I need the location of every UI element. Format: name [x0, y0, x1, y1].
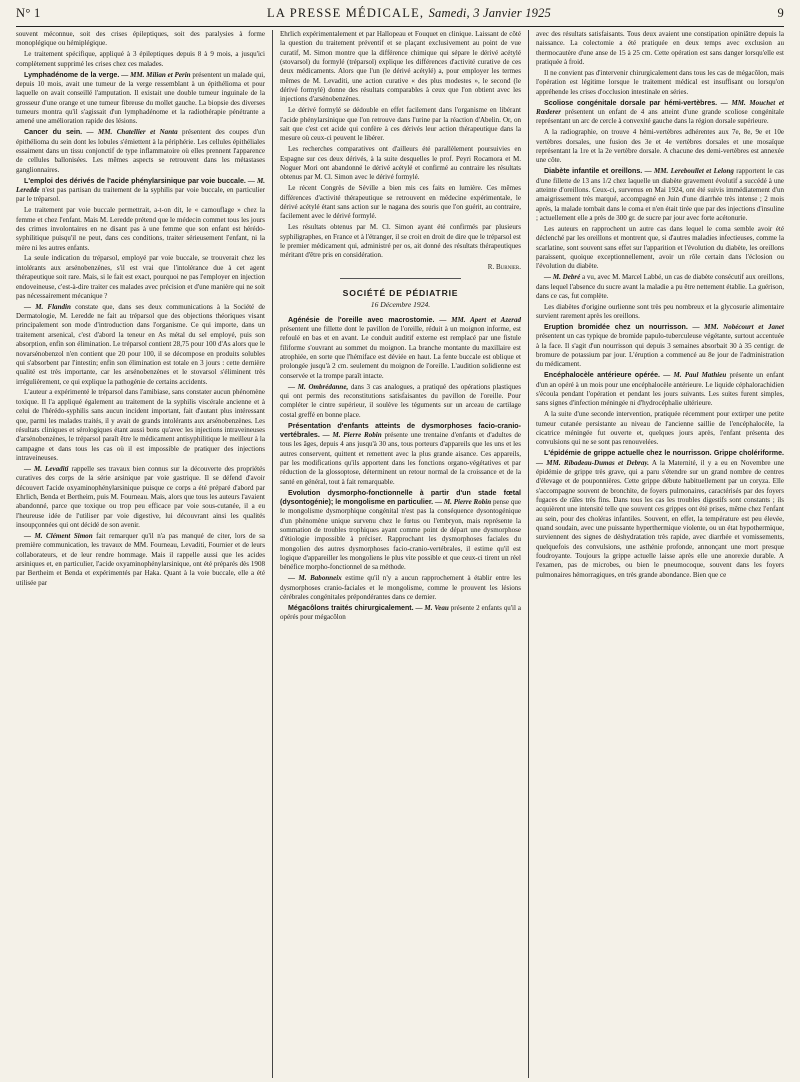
article-text: pense que le mongolisme dysmorphique congénital n'est pas la conséquence dysontogénique d'un phénomène unique survenu chez le fœtus ou l'embryon, mais représente la sommation de troubles trophiques ayant comme point de départ une dysmorphose d'étiologie impossible à préciser. Rapprochant les dysmorphoses faciales du mongolien des autres dysmorphoses facio-cranio-vertébrales, il estime qu'il est logique d'appareiller les mongoliens le plus vite possible et que ceux-ci tirent un réel bénéfice morpho-fonctionnel de sa méthode. [280, 497, 522, 572]
article-title: L'épidémie de grippe actuelle chez le nourrisson. Grippe cholériforme. [544, 449, 784, 458]
divider [340, 278, 461, 279]
article-text: présente 2 enfants qu'il a opérés pour mégacôlon [280, 603, 521, 622]
paragraph: Les diabètes d'origine ourlienne sont très peu nombreux et la glycosurie alimentaire survient rarement après les oreillons. [536, 302, 784, 321]
paragraph: Le dérivé formylé se dédouble en effet facilement dans l'organisme en libérant l'acide phénylarsinique que l'on retrouve dans l'urine par la réaction d'Abelin. Or, on sait que c'est cet acide qui confère à ces dérivés leur action thérapeutique dans la mesure où ceux-ci peuvent le libérer. [280, 106, 521, 143]
section-heading: SOCIÉTÉ DE PÉDIATRIE [342, 287, 459, 298]
paragraph: Les recherches comparatives ont d'ailleurs été parallèlement poursuivies en Espagne sur ces deux dérivés, à la suite desquelles le prof. Peyri Rocamora et M. Noguer Mori ont abandonné le dérivé acétylé et confirmé au contraire les résultats obtenus par M. Cl. Simon avec le dérivé formylé. [280, 145, 521, 182]
article-acide-phenylarsinique [16, 177, 265, 205]
author-signature: R. Burnier. [487, 262, 521, 271]
article-title: Encéphalocèle antérieure opérée. [544, 371, 661, 380]
article-authors: — MM. Milian et Perin [121, 70, 191, 79]
article-title: Eruption bromidée chez un nourrisson. [544, 323, 688, 332]
article-authors: — M. Pierre Robin [322, 430, 382, 439]
article-text: A la Maternité, il y a eu en Novembre une épidémie de grippe très grave, qui a paru s'étendre sur un grand nombre de centres d'élevage et de pouponnières. Cette grippe débute habituellement par un coryza. Elle s'accompagne souvent de bronchite, de foyers pulmonaires, caractérisés par des foyers fugaces de râles très fins. Dans tous les cas les troubles digestifs sont constants ; ils acquièrent une intensité telle que souvent ces grippes ont été prises, même chez l'enfant au sein, pour des choléras infantiles. Souvent, en effet, la température est peu élevée, quand soudain, avec une puissante hyperthermique violente, ou un état hypothermique, surviennent des signes de déshydratation très rapide, avec diarrhée et vomissements, quelquefois des convulsions, une asthénie profonde, annonçant une mort presque foudroyante. Toujours la grippe actuelle laisse après elle une anorexie durable. A l'examen, pas de microbes, ou bien le pneumocoque, souvent dans les foyers pulmonaires hémorragiques, en très grande abondance. Bien que ce [536, 458, 784, 579]
speaker: — M. Ombrédanne, [288, 382, 349, 391]
journal-title-line [267, 6, 551, 21]
article-text: présente une trentaine d'enfants et d'adultes de tous les âges, depuis 4 ans jusqu'à 30 ans, tous porteurs d'appareils que les uns et les autres conservent, quittent et remettent avec la plus grande aisance. Ces appareils, par les modifications qu'ils apportent dans les fonctions organo-végétatives et par réduction de la glossoptose, déterminent un retour normal de la croissance et de la santé en général, tout à fait remarquable. [280, 430, 522, 486]
article-title: L'emploi des dérivés de l'acide phénylarsinique par voie buccale. [24, 176, 246, 185]
paragraph: Le traitement spécifique, appliqué à 3 épileptiques depuis 8 à 9 mois, a jusqu'ici complètement supprimé les crises chez ces malades. [16, 50, 265, 68]
paragraph: La seule indication du tréparsol, employé par voie buccale, se trouverait chez les intolérants aux arsénobenzènes, s'il est vrai que l'intolérance due à cet agent thérapeutique soit rare. Mais, si le fait est exact, pourquoi ne pas l'employer en injection endoveineuse, c'est-à-dire traiter ces malades avec précision et d'une manière qui ne soit pas nécessairement mécanique ? [16, 254, 265, 300]
paragraph-flandin [16, 303, 265, 387]
article-text: présente un enfant d'un an opéré à un mois pour une encéphalocèle antérieure. Le liquide céphalorachidien s'écoula pendant l'opération et pendant les jours suivants. Les suites furent simples, sans signes d'infection méningée ni d'hydrocéphalie ultérieure. [536, 371, 784, 408]
article-eruption-bromidee [536, 323, 784, 370]
article-encephalocele [536, 371, 784, 408]
text-columns [16, 30, 784, 1078]
paragraph-text: fait remarquer qu'il n'a pas manqué de citer, lors de sa première communication, les travaux de MM. Fourneau, Levaditi, Fournier et de leurs collaborateurs, et de leur rendre hommage. Mais il rappelle aussi que les acides arsiniques et, en particulier, l'acide oxyaminophénylarsinique, ont été préparés dès 1908 par Bertheim et Benda et expérimentés par Haka. Quant à la voie buccale, elle a été utilisée par [16, 531, 266, 587]
column-2 [272, 30, 528, 1078]
article-diabete-oreillons [536, 167, 784, 223]
article-agenesie-oreille [280, 316, 521, 381]
paragraph-text: dans 3 cas analogues, a pratiqué des opérations plastiques qui ont permis des reconstitutions satisfaisantes du pavillon de l'oreille. Pour compléter le cintre supérieur, il soulève les téguments sur un arceau de cartilage costal greffé en bonne place. [280, 382, 521, 419]
paragraph: Le traitement par voie buccale permettrait, a-t-on dit, le « camouflage » chez la femme et chez l'enfant. Mais M. Leredde prétend que le médecin commet tous les jours des crimes involontaires en ne disant pas à une femme que son enfant est hérédo-syphilitique puisqu'il ne peut, dans ces conditions, traiter sérieusement l'enfant, ni la mère ni les autres enfants. [16, 206, 265, 252]
section-date: 16 Décembre 1924. [370, 300, 431, 310]
article-authors: — M. Leredde [16, 176, 265, 194]
article-text: présentent une fillette dont le pavillon de l'oreille, réduit à un moignon informe, est refoulé en bas et en avant. Le conduit auditif externe est remplacé par une fistule filiforme s'ouvrant au sommet du moignon. La branche montante du maxillaire est atrophiée, en sorte que l'hémiface est déviée en haut. La fente buccale est oblique et prolongée jusqu'à 2 cm. seulement du moignon de l'oreille. L'audition solidienne est conservée et la trompe paraît intacte. [280, 325, 521, 380]
paragraph-debre [536, 273, 784, 301]
article-text: n'est pas partisan du traitement de la syphilis par voie buccale, en particulier par le tréparsol. [16, 185, 265, 204]
article-title: Diabète infantile et oreillons. [544, 167, 643, 176]
article-cancer-sein [16, 128, 265, 175]
speaker: — M. Levaditi [24, 464, 69, 473]
speaker: — M. Clément Simon [24, 531, 93, 540]
column-1 [16, 30, 272, 1078]
article-text: présentent un enfant de 4 ans atteint d'une grande scoliose congénitale représentant un arc de cercle à convexité gauche dans la région dorsale supérieure. [536, 107, 784, 126]
article-authors: — MM. Apert et Azerad [439, 315, 521, 324]
paragraph-clement-simon [16, 532, 265, 588]
article-text: présentent des coupes d'un épithélioma du sein dont les lobules s'émiettent à la périphérie. Les cellules épithéliales essaiment dans un tissu conjonctif de type inflammatoire où elles prennent l'apparence de cellules ballonisées. Les mêmes aspects se retrouvent dans les métastases ganglionnaires. [16, 128, 266, 174]
paragraph-text: rappelle ses travaux bien connus sur la découverte des propriétés curatives des corps de la série arsinique par voie gastrique. Il se défend d'avoir découvert l'acide oxyaminophénylarsinique puisque ce corps a été préparé d'abord par Ehrlich, Benda et Bertheim, puis M. Fourneau. Mais, alors que tous les auteurs l'avaient abandonné, parce que toxique ou trop peu efficace par voie sous-cutanée, il a eu l'heureuse idée de l'utiliser par voie digestive, lui découvrant ainsi les qualités insoupçonnées qui ont décidé de son avenir. [16, 464, 265, 529]
article-authors: — M. Paul Mathieu [663, 371, 727, 380]
article-title: Mégacôlons traités chirurgicalement. [288, 603, 414, 612]
paragraph-ombredanne [280, 383, 521, 420]
article-lymphadenome [16, 71, 265, 127]
paragraph-levaditi [16, 465, 265, 530]
article-text: présentent un cas typique de bromide papulo-tuberculeuse végétante, surtout accentuée à la face. Il s'agit d'un nourrisson qui depuis 3 semaines absorbait 30 à 35 centigr. de bromure de potassium par jour. L'éruption a commencé au 8e jour de l'administration du médicament. [536, 332, 784, 369]
article-title: Evolution dysmorpho-fonctionnelle à partir d'un stade fœtal (dysontogénie); le mongolisme en particulier. [280, 488, 521, 506]
paragraph: Il ne convient pas d'intervenir chirurgicalement dans tous les cas de mégacôlon, mais l'opération est légitime lorsque le traitement médical est insuffisant ou lorsqu'on appréhende les crises d'occlusion intestinale en séries. [536, 68, 784, 96]
article-mongolisme [280, 489, 521, 573]
paragraph: Les auteurs en rapprochent un autre cas dans lequel le coma semble avoir été déclenché par les oreillons et montrent que, si d'autres maladies infectieuses, comme la scarlatine, sont souvent sans effet sur l'apparition et l'évolution du diabète, les oreillons paraissent, quoique exceptionnellement, avoir un rôle certain dans l'éclosion ou l'évolution du diabète. [536, 224, 784, 271]
article-dysmorphoses [280, 422, 521, 487]
article-megacolons [280, 604, 521, 623]
article-grippe [536, 449, 784, 580]
paragraph: Les résultats obtenus par M. Cl. Simon ayant été confirmés par plusieurs syphiligraphes, en France et à l'étranger, il se croit en droit de dire que le tréparsol est le premier médicament qui, administré per os, ait donné des résultats thérapeutiques méritant d'être pris en considération. [280, 223, 521, 260]
paragraph: A la suite d'une seconde intervention, pratiquée récemment pour extirper une petite tumeur cutanée persistante au niveau de l'ancienne saillie de l'encéphalocèle, la cicatrice méningée fut ouverte et, quelques jours après, l'enfant présenta des convulsions qui ne se sont pas renouvelées. [536, 410, 784, 447]
article-authors: — MM. Mouchet et Rœderer [536, 98, 784, 116]
article-authors: — M. Pierre Robin [434, 497, 492, 506]
issue-number: N° 1 [16, 6, 41, 20]
column-3 [528, 30, 784, 1078]
speaker: — M. Babonneix [288, 574, 342, 583]
article-scoliose [536, 99, 784, 127]
paragraph: souvent méconnue, soit des crises épileptiques, soit des paralysies à forme monoplégique ou hémiplégique. [16, 30, 265, 48]
paragraph-babonneix [280, 574, 521, 602]
paragraph: A la radiographie, on trouve 4 hémi-vertèbres adhérentes aux 7e, 8e, 9e et 10e vertèbres dorsales, une fusion des 3e et 4e vertèbres dorsales et une mosaïque représentant la 1re et la 2e vertèbre dorsale. A chacune des demi-vertèbres est annexée une côte. [536, 128, 784, 165]
article-text: rapportent le cas d'une fillette de 13 ans 1/2 chez laquelle un diabète gravement évolutif a succédé à une atteinte d'oreillons. Ceux-ci, survenus en Mai 1924, ont été suivis immédiatement d'un amaigrissement très marqué, accompagné en Juin d'une diarrhée très intense ; 2 mois après, la malade tombait dans le coma et n'en était tirée que par des injections d'insuline ; actuellement elle a près de 300 gr. de sucre par jour avec forte acétonurie. [536, 167, 784, 222]
page-number: 9 [777, 6, 784, 20]
article-title: Cancer du sein. [24, 128, 83, 137]
article-authors: — MM. Chatellier et Nanta [86, 128, 178, 137]
paragraph: Ehrlich expérimentalement et par Hallopeau et Fouquet en clinique. Laissant de côté la question du traitement préventif et se plaçant exclusivement au point de vue curatif, M. Simon montre que la différence chimique qui sépare le dérivé acétylé (stovarsol) du formylé (tréparsol) explique les différences d'activité curative de ces deux médicaments. Alors que l'un (le dérivé acétylé) a, pour employer les termes mêmes de M. Levaditi, une action curative « des plus modestes », le second (le dérivé formylé) donne des résultats comparables à ceux que l'on obtient avec les injections d'arsénobenzènes. [280, 30, 521, 104]
article-title: Lymphadénome de la verge. [24, 70, 120, 79]
paragraph-text: constate que, dans ses deux communications à la Société de Dermatologie, M. Leredde ne fait au tréparsol que des objections théoriques visant principalement son mode d'introduction dans l'organisme. Ce qui importe, dans un traitement arsenical, c'est d'abord la teneur en As métal du sel employé, puis son absorption, enfin son élimination. Le tréparsol contient 28,75 pour 100 d'As alors que le novarsénobenzol n'en contient que 20 pour 100, il se décompose en produits solubles qui s'absorbent par l'intestin; enfin son élimination est totale en 3 jours : cette dernière qualité est très importante, car les arsénobenzènes et le stovarsol s'éliminent très irrégulièrement, ce qui explique la pathogénie de certains accidents. [16, 302, 265, 386]
article-title: Agénésie de l'oreille avec macrostomie. [288, 315, 435, 324]
paragraph-text: a vu, avec M. Marcel Labbé, un cas de diabète consécutif aux oreillons, dans lequel l'absence du sucre avant la maladie a pu être nettement établie. La guérison, dans ce cas, fut complète. [536, 273, 784, 300]
speaker: — M. Debré [544, 273, 581, 282]
article-authors: — MM. Nobécourt et Janet [692, 323, 784, 332]
issue-date: Samedi, 3 Janvier 1925 [428, 6, 551, 20]
paragraph-text: estime qu'il n'y a aucun rapprochement à établir entre les dysmorphoses cranio-faciales et le mongolisme, comme le prouvent les lésions cérébrales congénitales prépondérantes dans ce dernier. [280, 574, 521, 601]
running-head [16, 6, 784, 27]
article-title: Scoliose congénitale dorsale par hémi-vertèbres. [544, 98, 718, 107]
paragraph: Le récent Congrès de Séville a bien mis ces faits en lumière. Ces mêmes différences d'activité thérapeutique se retrouvent en médecine expérimentale, le dérivé acétylé étant sans action sur le nagana des souris que l'on guérit, au contraire, facilement avec le dérivé formylé. [280, 184, 521, 221]
article-text: présentent un malade qui, depuis 10 mois, avait une tumeur de la verge ressemblant à un épithélioma et pour laquelle on avait conseillé l'amputation. Il existait une double tumeur inguinale de la grosseur d'une orange et une tumeur fibreuse du mollet gauche. La biopsie des diverses tumeurs montra qu'il s'agissait d'un lymphadénome et la radiothérapie pénétrante a amené une amélioration rapide des lésions. [16, 70, 266, 126]
journal-title: LA PRESSE MÉDICALE, [267, 6, 425, 20]
article-authors: — M. Veau [415, 603, 449, 612]
article-authors: — MM. Lereboullet et Lelong [644, 167, 734, 176]
paragraph: L'auteur a expérimenté le tréparsol dans l'amibiase, sans constater aucun phénomène toxique. Il l'a appliqué également au traitement de la syphilis viscérale ancienne et à celui de l'hérédo-syphilis sans aucun incident important, fait d'autant plus intéressant que, parmi les malades traités, il y avait de grands intolérants aux arsénobenzènes. Les résultats cliniques et sérologiques étant aussi bons qu'avec les injections intraveineuses d'arsénobenzènes, le tréparsol paraît être le médicament antisyphilitique le meilleur à la campagne et dans tous les cas où il est impossible de pratiquer des injections intraveineuses. [16, 388, 265, 462]
speaker: — M. Flandin [24, 302, 71, 311]
article-authors: — MM. Ribadeau-Dumas et Debray. [536, 458, 650, 467]
article-title: Présentation d'enfants atteints de dysmorphoses facio-cranio-vertébrales. [280, 421, 521, 439]
paragraph: avec des résultats satisfaisants. Tous deux avaient une constipation opiniâtre depuis la naissance. La colectomie a été pratiquée en deux temps avec exclusion au thermocautère d'une anse de 15 à 25 cm. Cette opération est sans danger lorsqu'elle est pratiquée à froid. [536, 30, 784, 67]
